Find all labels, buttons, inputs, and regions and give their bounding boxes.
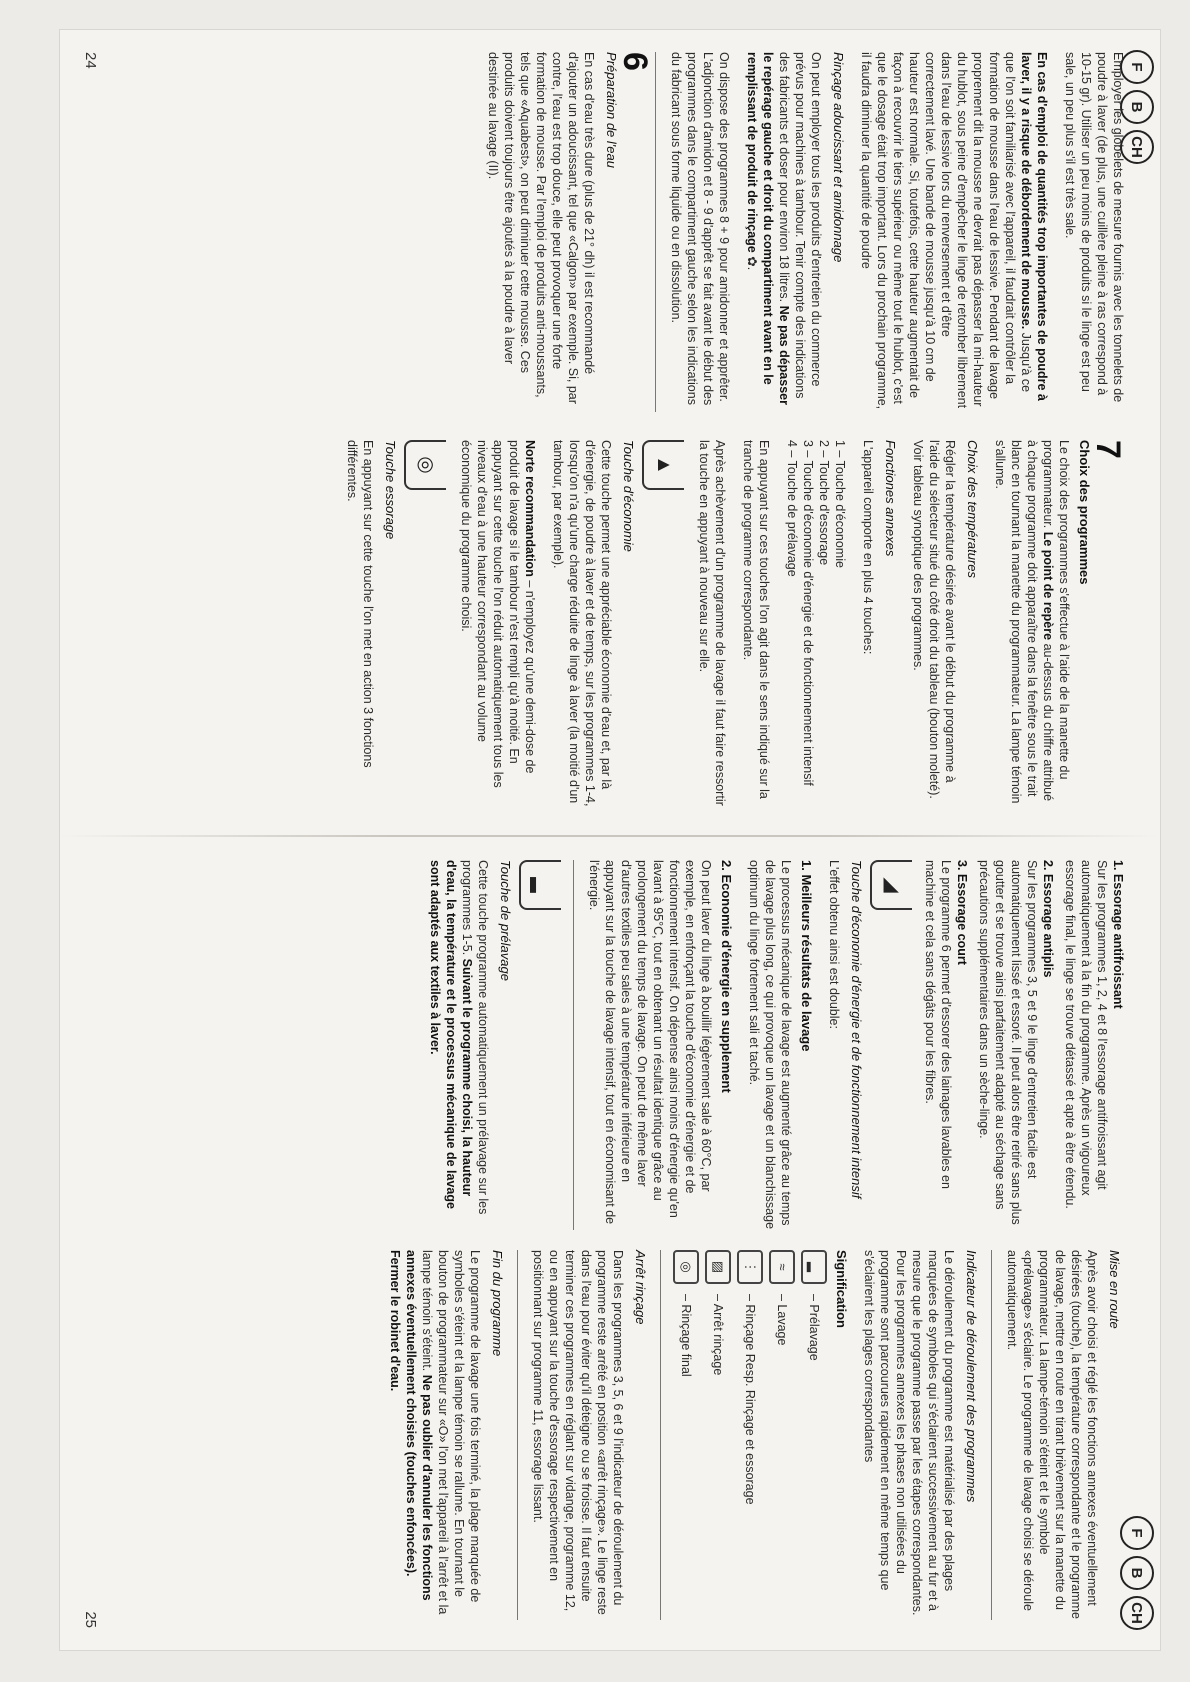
section-heading: Fonctiones annexes [883, 440, 898, 557]
sub-heading: 1. Meilleurs résultats de lavage [799, 860, 814, 1052]
symbol-legend [673, 1250, 827, 1620]
section-heading: Touche essorage [383, 440, 398, 540]
item-title: Essorage antifroissant [1111, 873, 1125, 1009]
logo-f: F [1120, 1516, 1154, 1550]
legend-row [801, 1250, 827, 1620]
paragraph: On peut laver du linge à bouillir légèrement sale à 60°C, par exemple, en enfonçant la touche d'économie d'énergie et de fonctionnement intensif. On dépense ainsi moins d'énergie qu'en lavant à 95°C, tout en obtenant un résultat identique grâce au prolongement du temps de lavage. On peut de même laver d'autres textiles peu sales à une température inférieure en appuyant sur la touche de lavage intensif, tout en économisant de l'énergie. [587, 860, 713, 1225]
paragraph: En cas d'eau très dure (plus de 21° dh) il est recommandé d'ajouter un adoucissant, tel que «Calgon» par exemple. Si, par contre, l'eau est trop douce, elle peut provoquer une forte formation de mousse. Par l'emploi de produits anti-moussants, tels que «Aquabest», on peut diminuer cette mousse. Ces produits doivent toujours être ajoutés à la poudre à laver destinée au lavage (II). [486, 52, 596, 404]
sub-heading: 2. Economie d'énergie en supplement [719, 860, 734, 1093]
item-title: Essorage antiplis [1041, 873, 1055, 978]
section-heading: Choix des températures [965, 440, 980, 579]
page-number: 25 [82, 1611, 99, 1628]
text: On peut employer tous les produits d'entretien du commerce prévus pour machines à tambour. Tenir compte des indications des fabricants et doser pour environ 18 litres. [777, 52, 823, 399]
list-item: 1 – Touche d'économie [833, 440, 847, 568]
paragraph [458, 440, 538, 810]
paragraph: En appuyant sur ces touches l'on agit dans le sens indiqué sur la tranche de programme correspondante. [741, 440, 771, 799]
sub-heading: Signification [834, 1250, 849, 1328]
list-item [976, 860, 1056, 1230]
text: au-dessus du chiffre attribué à chaque programme doit apparaître dans la fenêtre sous le trait blanc en tournant la manette du programmateur. La lampe témoin s'allume. [993, 440, 1055, 804]
legend-row [705, 1250, 731, 1620]
bold-text: En cas d'emploi de quantités trop importantes de poudre à laver, il y a risque de débordement de mousse. [1019, 52, 1049, 401]
wash-icon: ≈ [769, 1250, 795, 1284]
paragraph: Dans les programmes 3, 5, 6 et 9 l'indicateur de déroulement du programme reste arrêté en position «arrêt rinçage». Le linge reste dans l'eau pour éviter qu'il déteigne ou se froisse. Il faut ensuite terminer ces programmes en réglant sur vidange, programme 12, ou en appuyant sur la touche d'essorage respectivement en positionnant sur programme 11, essorage lissant. [531, 1250, 625, 1615]
paragraph: On peut employer tous les produits d'entretien du commerce prévus pour machines à tambour. Tenir compte des indications des fabricants et doser pour environ 18 litres. Ne pas dépasser le repérage gauche et droit du compartiment avant en le remplissant de produit de rinçage ✿. [745, 52, 823, 405]
paragraph: Le déroulement du programme est matérialisé par des plages marquées de symboles qui s'éclairent successivement au fur et à mesure que le programme passe par les étapes correspondantes. Pour les programmes annexes les phases non utilisées du programme sont parcourues rapidement en même temps que s'éclairent les plages correspondantes [862, 1250, 956, 1616]
page-number: 24 [82, 52, 99, 69]
legend-label: – Rinçage final [679, 1294, 693, 1377]
paragraph: En appuyant sur cette touche l'on met en action 3 fonctions différentes. [345, 440, 375, 768]
paragraph: Le processus mécanique de lavage est augmenté grâce au temps de lavage plus long, ce qui provoque un lavage et un blanchissage optimum du linge fortement sali et taché. [747, 860, 793, 1230]
item-title: Essorage court [955, 873, 969, 965]
paragraph: Employer les globelets de mesure fournis avec les tonnelets de poudre à laver (de plus, une cuillère pleine à ras correspond à 10-15 gr). Utiliser un peu moins de produits si le linge est peu sale, un peu plus s'il est très sale. [1063, 52, 1125, 403]
divider [660, 1250, 661, 1620]
energy-key-icon: ◢ [870, 860, 912, 910]
bold-text: Le point de repère [1041, 531, 1055, 641]
logo-b: B [1120, 90, 1154, 124]
bold-text: Ne pas oublier d'annuler les fonctions annexes éventuellement choisies (touches enfoncées). Fermer le robinet d'eau. [388, 1250, 434, 1601]
prewash-icon: ▂ [801, 1250, 827, 1284]
text: Le choix des programmes s'effectue à l'aide de la manette du programmateur. [1041, 440, 1071, 780]
list-item [922, 860, 970, 1230]
item-text: Sur les programmes 3, 5 et 9 le linge d'entretien facile est automatiquement lissé et essoré. Il peut alors être retiré sans plus goutter et se trouve ainsi parfaitement adapté au séchage sans précautions supplémentaires dans un sèche-linge. [977, 860, 1039, 1225]
logo-b: B [1120, 1556, 1154, 1590]
section-number: 7 [1089, 440, 1127, 459]
text: Le programme de lavage une fois terminé, la plage marquée de symboles s'éteint et la lampe témoin se rallume. En tournant le bouton de programmateur sur «O» l'on met l'appareil à l'arrêt et la lampe témoin s'éteint. [420, 1250, 482, 1615]
paragraph [992, 440, 1072, 810]
paragraph: L'effet obtenu ainsi est double: [827, 860, 841, 1029]
item-number: 1. [1111, 860, 1125, 871]
section-heading: Fin du programme [490, 1250, 505, 1357]
divider [655, 52, 656, 412]
page-fold [60, 835, 1160, 837]
document-sheet [60, 30, 1160, 1650]
list-item: 2 – Touche d'essorage [817, 440, 831, 566]
text: Cette touche programme automatiquement un prélavage sur les programmes 1-5. [460, 860, 490, 1215]
item-text: Sur les programmes 1, 2, 4 et 8 l'essorage antifroissant agit automatiquement à la fin du programme. Après un vigoureux essorage final, le linge se trouve détassé et apte à être étendu. [1063, 860, 1109, 1209]
logo-ch: CH [1120, 1596, 1154, 1630]
text: Jusqu'à ce que l'on soit familiarisé avec l'appareil, il faudrait contrôler la formation de mousse dans l'eau de lessive. Pendant de lavage proprement dit la mousse ne devrait pas dépasser la mi-hauteur du hublot, sous peine d'empêcher le linge de retomber librement dans l'eau de lessive lors du renversement et d'être correctement lavé. Une bande de mousse jusqu'à 10 cm de hauteur est normale. Si, toutefois, cette hauteur augmentait de façon à recouvrir le tiers supérieur ou même tout le hublot, c'est que le dosage était trop important. Lors du prochain programme, il faudra diminuer la quantité de poudre [859, 52, 1033, 410]
rinse-icon: ⋮ [737, 1250, 763, 1284]
page-24-column-1 [473, 52, 1126, 412]
spin-functions-list [922, 860, 1126, 1230]
list-item: 4 – Touche de prélavage [785, 440, 799, 577]
divider [573, 860, 574, 1230]
touches-list [784, 440, 848, 810]
flower-icon: ✿ [745, 256, 759, 267]
spin-key-icon: ◎ [404, 440, 446, 490]
section-heading: Rinçage adoucissant et amidonnage [831, 52, 846, 263]
page-24 [60, 30, 1160, 840]
section-heading: Indicateur de déroulement des programmes [964, 1250, 979, 1503]
paragraph: Cette touche permet une appréciable économie d'eau et, par là d'énergie, de poudre à laver et de temps, sur les programmes 1-4, lorsqu'on n'a qu'une charge réduite de linge à laver (la moitié d'un tambour, par exemple). [551, 440, 613, 807]
paragraph [387, 1250, 483, 1620]
legend-label: – Arrêt rinçage [711, 1294, 725, 1376]
section-heading: Touche de prélavage [498, 860, 513, 981]
page-25-column-2 [375, 1250, 1126, 1620]
paragraph: On dispose des programmes 8 + 9 pour amidonner et apprêter. L'adjonction d'amidon et 8 - 9 d'apprêt se fait avant le début des programmes dans le compartiment gauche selon les indications du fabricant sous forme liquide ou en dissolution. [669, 52, 731, 406]
section-heading: Mise en route [1107, 1250, 1122, 1329]
legend-label: – Lavage [775, 1294, 789, 1346]
logo-ch: CH [1120, 130, 1154, 164]
bold-text: Norte recommandation [523, 440, 537, 577]
page-25-column-1 [415, 860, 1126, 1230]
section-heading: Touche d'économie d'énergie et de fonctionnement intensif [849, 860, 864, 1199]
legend-row [673, 1250, 699, 1620]
section-number: 6 [616, 52, 654, 71]
prewash-key-icon: ▂ [519, 860, 561, 910]
legend-row [737, 1250, 763, 1620]
bold-text: Suivant le programme choisi, la hauteur d'eau, la température et le processus mécanique de lavage sont adaptés aux textiles à laver. [428, 860, 474, 1209]
final-rinse-icon: ◎ [673, 1250, 699, 1284]
section-heading: Arrêt rinçage [633, 1250, 648, 1325]
list-item: 3 – Touche d'économie d'énergie et de fonctionnement intensif [801, 440, 815, 786]
logo-f: F [1120, 50, 1154, 84]
page-24-column-2 [332, 440, 1126, 810]
divider [517, 1250, 518, 1620]
section-title: Choix des programmes [1077, 440, 1092, 585]
paragraph [427, 860, 491, 1230]
text: – n'employez qu'une demi-dose de produit de lavage si le tambour n'est rempli qu'à moitié. En appuyant sur cette touche l'on réduit automatiquement tous les niveaux d'eau à une hauteur correspondant au volume économique du programme choisi. [459, 440, 537, 788]
divider [991, 1250, 992, 1620]
legend-row [769, 1250, 795, 1620]
paragraph: Régler la température désirée avant le début du programme à l'aide du sélecteur situé du côté droit du tableau (bouton moleté). Voir tableau synoptique des programmes. [911, 440, 957, 799]
item-number: 2. [1041, 860, 1055, 871]
item-number: 3. [955, 860, 969, 871]
rinse-hold-icon: ▨ [705, 1250, 731, 1284]
list-item [1062, 860, 1126, 1230]
paragraph [858, 52, 1050, 412]
item-text: Le programme 6 permet d'essorer des lainages lavables en machine et cela sans dégâts pour les fibres. [923, 860, 953, 1189]
rotated-spread [60, 30, 1160, 1650]
section-heading: Préparation de l'eau [604, 52, 619, 168]
paragraph: L'appareil comporte en plus 4 touches: [861, 440, 875, 655]
bold-text: Ne pas dépasser le repérage gauche et droit du compartiment avant en le remplissant de produit de rinçage [745, 52, 791, 405]
paragraph: Après achèvement d'un programme de lavage il faut faire ressortir la touche en appuyant à nouveau sur elle. [697, 440, 727, 806]
page-25 [60, 840, 1160, 1650]
paragraph: Après avoir choisi et réglé les fonctions annexes éventuellement désirées (touche), la température correspondante et le programme de lavage, mettre en route en tirant brièvement sur la manette du programmateur. La lampe-témoin s'éteint et le symbole «prélavage» s'éclaire. Le programme de lavage choisi se déroule automatiquement. [1005, 1250, 1099, 1619]
legend-label: – Rinçage Resp. Rinçage et essorage [743, 1294, 757, 1505]
legend-label: – Prélavage [807, 1294, 821, 1361]
economy-key-icon: ▲ [642, 440, 684, 490]
section-heading: Touche d'économie [621, 440, 636, 552]
